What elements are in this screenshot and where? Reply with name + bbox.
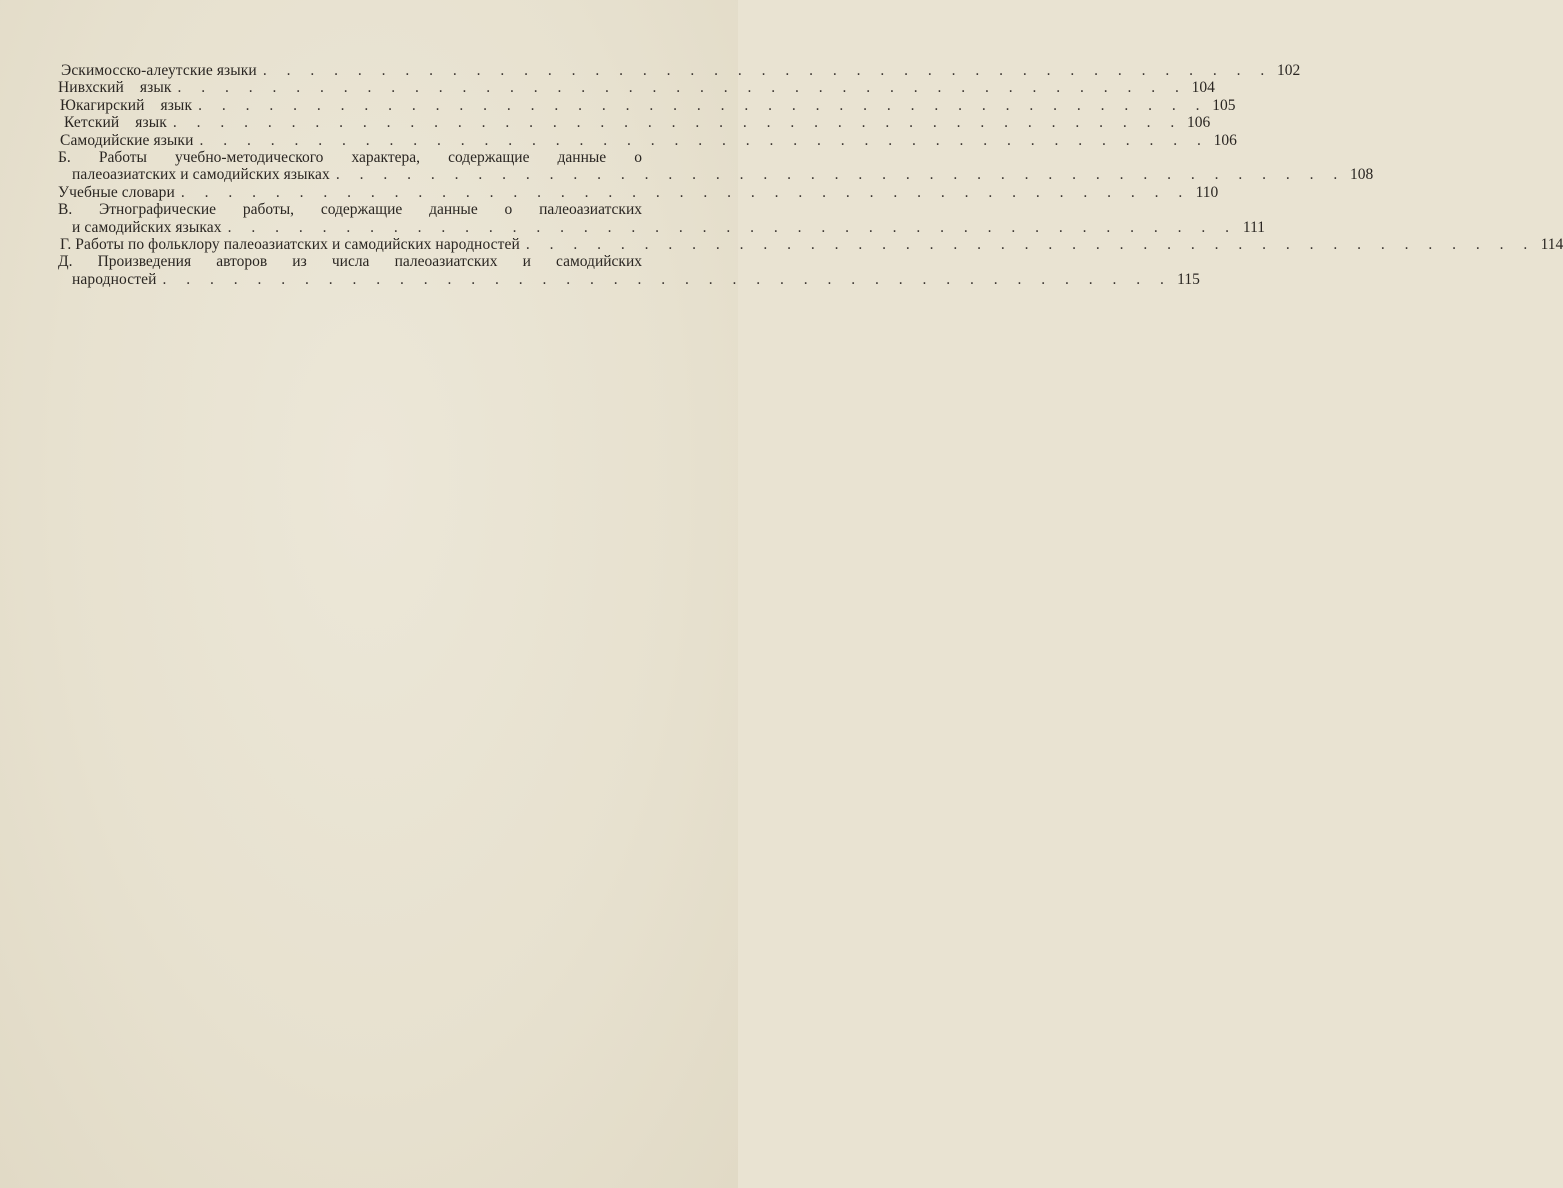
toc-entry-title-line: В. Этнографические работы, содержащие данные о палеоазиатских xyxy=(58,201,642,219)
dot-leader: . . . . . . . . . . . . . . . . . . . . . . . . . . . . . . . . . . . . . . . . . . . xyxy=(262,62,1273,79)
toc-entry-title: Самодийские языки xyxy=(60,131,194,149)
toc-entry-continuation xyxy=(58,218,1266,236)
toc-entry-eskimo-aleut xyxy=(58,62,1301,79)
toc-page-number: 104 xyxy=(1191,79,1215,97)
toc-page-number: 102 xyxy=(1276,62,1301,79)
toc-entry-title: Кетский язык xyxy=(64,114,167,132)
dot-leader: . . . . . . . . . . . . . . . . . . . . . . . . . . . . . . . . . . . . . . . . . . . xyxy=(227,218,1238,236)
toc-page-number: 110 xyxy=(1195,183,1219,201)
toc-page-number: 108 xyxy=(1350,166,1374,184)
toc-entry-title: Г. Работы по фольклору палеоазиатских и самодийских народностей xyxy=(60,236,520,254)
toc-entry-teaching-works xyxy=(58,149,1374,184)
dot-leader: . . . . . . . . . . . . . . . . . . . . . . . . . . . . . . . . . . . . . . . . . . . xyxy=(335,166,1346,184)
toc-entry-continuation xyxy=(58,166,1374,184)
toc-entry-title-line: Б. Работы учебно-методического характера, содержащие данные о xyxy=(58,149,642,167)
toc-entry-title-line: Д. Произведения авторов из числа палеоазиатских и самодийских xyxy=(58,253,642,271)
dot-leader: . . . . . . . . . . . . . . . . . . . . . . . . . . . . . . . . . . . . . . . . . . . xyxy=(172,114,1183,132)
toc-entry-title: и самодийских языках xyxy=(72,218,222,236)
toc-entry-title: палеоазиатских и самодийских языках xyxy=(72,166,330,184)
toc-entry-title: народностей xyxy=(72,270,157,288)
toc-entry-samoyedic xyxy=(58,131,1237,149)
toc-entry-ethnographic-works xyxy=(58,201,1266,236)
toc-entry-title: Нивхский язык xyxy=(58,79,172,97)
toc-entry-folklore-works xyxy=(58,236,1563,254)
dot-leader: . . . . . . . . . . . . . . . . . . . . . . . . . . . . . . . . . . . . . . . . . . . xyxy=(199,131,1209,149)
toc-page-number: 106 xyxy=(1187,114,1211,132)
toc-entry-dictionaries xyxy=(58,183,1219,201)
toc-entry-title: Учебные словари xyxy=(58,183,175,201)
dot-leader: . . . . . . . . . . . . . . . . . . . . . . . . . . . . . . . . . . . . . . . . . . . xyxy=(162,270,1172,288)
dot-leader: . . . . . . . . . . . . . . . . . . . . . . . . . . . . . . . . . . . . . . . . . . . xyxy=(180,183,1191,201)
toc-page-number: 106 xyxy=(1213,131,1237,149)
toc-entry-continuation xyxy=(58,270,1200,288)
toc-entry-authors-works xyxy=(58,253,1200,288)
dot-leader: . . . . . . . . . . . . . . . . . . . . . . . . . . . . . . . . . . . . . . . . . . . xyxy=(177,79,1187,97)
toc-page-number: 115 xyxy=(1177,270,1200,288)
dot-leader: . . . . . . . . . . . . . . . . . . . . . . . . . . . . . . . . . . . . . . . . . . . xyxy=(198,96,1208,114)
toc-page-number: 111 xyxy=(1242,218,1266,236)
table-of-contents xyxy=(58,62,1563,288)
dot-leader: . . . . . . . . . . . . . . . . . . . . . . . . . . . . . . . . . . . . . . . . . . . xyxy=(525,236,1536,254)
toc-entry-nivkh xyxy=(58,79,1215,97)
toc-entry-title: Юкагирский язык xyxy=(60,96,193,114)
toc-entry-title: Эскимосско-алеутские языки xyxy=(61,62,257,79)
toc-page-number: 114 xyxy=(1540,236,1563,254)
toc-entry-ket xyxy=(58,114,1211,132)
toc-entry-yukaghir xyxy=(58,96,1236,114)
toc-page-number: 105 xyxy=(1212,96,1236,114)
